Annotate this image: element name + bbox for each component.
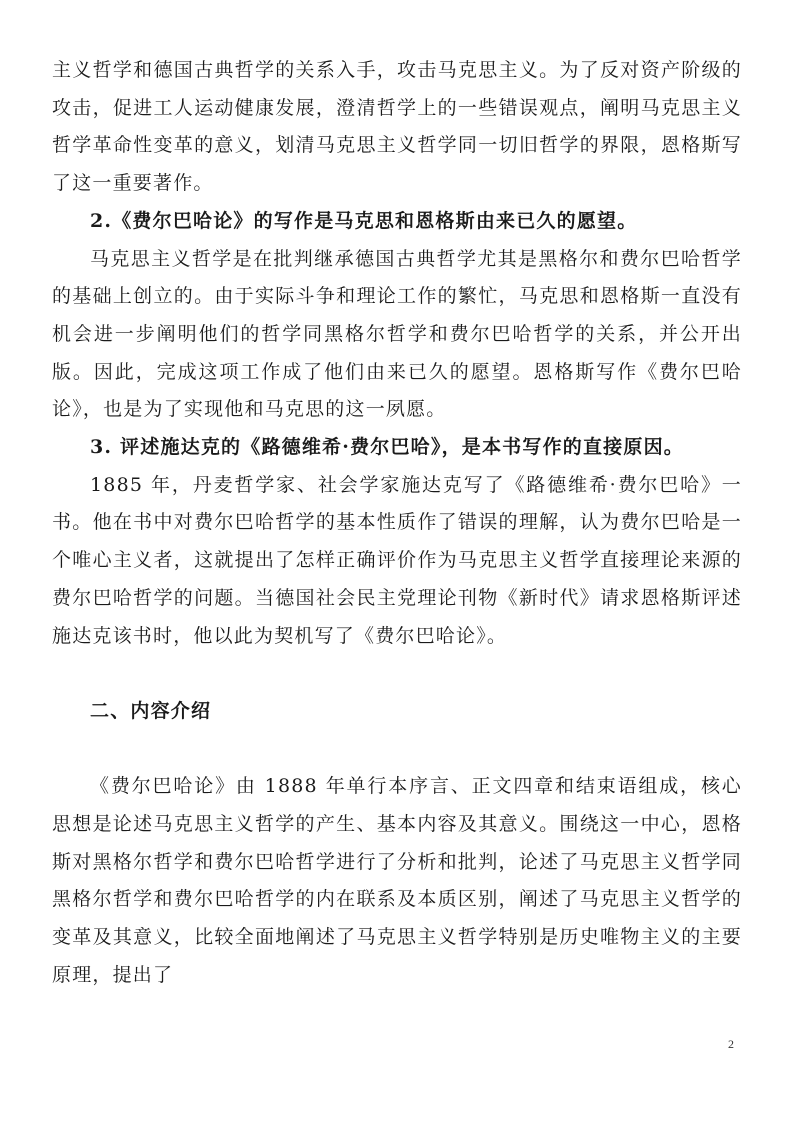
heading-point-3: 3. 评述施达克的《路德维希·费尔巴哈》，是本书写作的直接原因。 [90, 436, 684, 459]
section-title-content-intro: 二、内容介绍 [90, 699, 212, 722]
paragraph-point-2: 马克思主义哲学是在批判继承德国古典哲学尤其是黑格尔和费尔巴哈哲学的基础上创立的。由于实际斗争和理论工作的繁忙，马克思和恩格斯一直没有机会进一步阐明他们的哲学同黑格尔哲学和费尔巴哈哲学的关系，并公开出版。因此，完成这项工作成了他们由来已久的愿望。恩格斯写作《费尔巴哈论》，也是为了实现他和马克思的这一夙愿。 [52, 247, 742, 421]
page-number: 2 [728, 1037, 734, 1051]
blank-line [52, 655, 742, 693]
paragraph-point-3: 1885 年，丹麦哲学家、社会学家施达克写了《路德维希·费尔巴哈》一书。他在书中对费尔巴哈哲学的基本性质作了错误的理解，认为费尔巴哈是一个唯心主义者，这就提出了怎样正确评价作为马克思主义哲学直接理论来源的费尔巴哈哲学的问题。当德国社会民主党理论刊物《新时代》请求恩格斯评述施达克该书时，他以此为契机写了《费尔巴哈论》。 [52, 473, 742, 647]
heading-point-2: 2.《费尔巴哈论》的写作是马克思和恩格斯由来已久的愿望。 [90, 209, 638, 232]
paragraph-intro-continuation: 主义哲学和德国古典哲学的关系入手，攻击马克思主义。为了反对资产阶级的攻击，促进工人运动健康发展，澄清哲学上的一些错误观点，阐明马克思主义哲学革命性变革的意义，划清马克思主义哲学同一切旧哲学的界限，恩格斯写了这一重要著作。 [52, 59, 742, 195]
document-page [52, 52, 742, 995]
blank-line [52, 731, 742, 769]
paragraph-content-intro: 《费尔巴哈论》由 1888 年单行本序言、正文四章和结束语组成，核心思想是论述马克思主义哲学的产生、基本内容及其意义。围绕这一中心，恩格斯对黑格尔哲学和费尔巴哈哲学进行了分析和批判，论述了马克思主义哲学同黑格尔哲学和费尔巴哈哲学的内在联系及本质区别，阐述了马克思主义哲学的变革及其意义，比较全面地阐述了马克思主义哲学特别是历史唯物主义的主要原理，提出了 [52, 775, 742, 986]
